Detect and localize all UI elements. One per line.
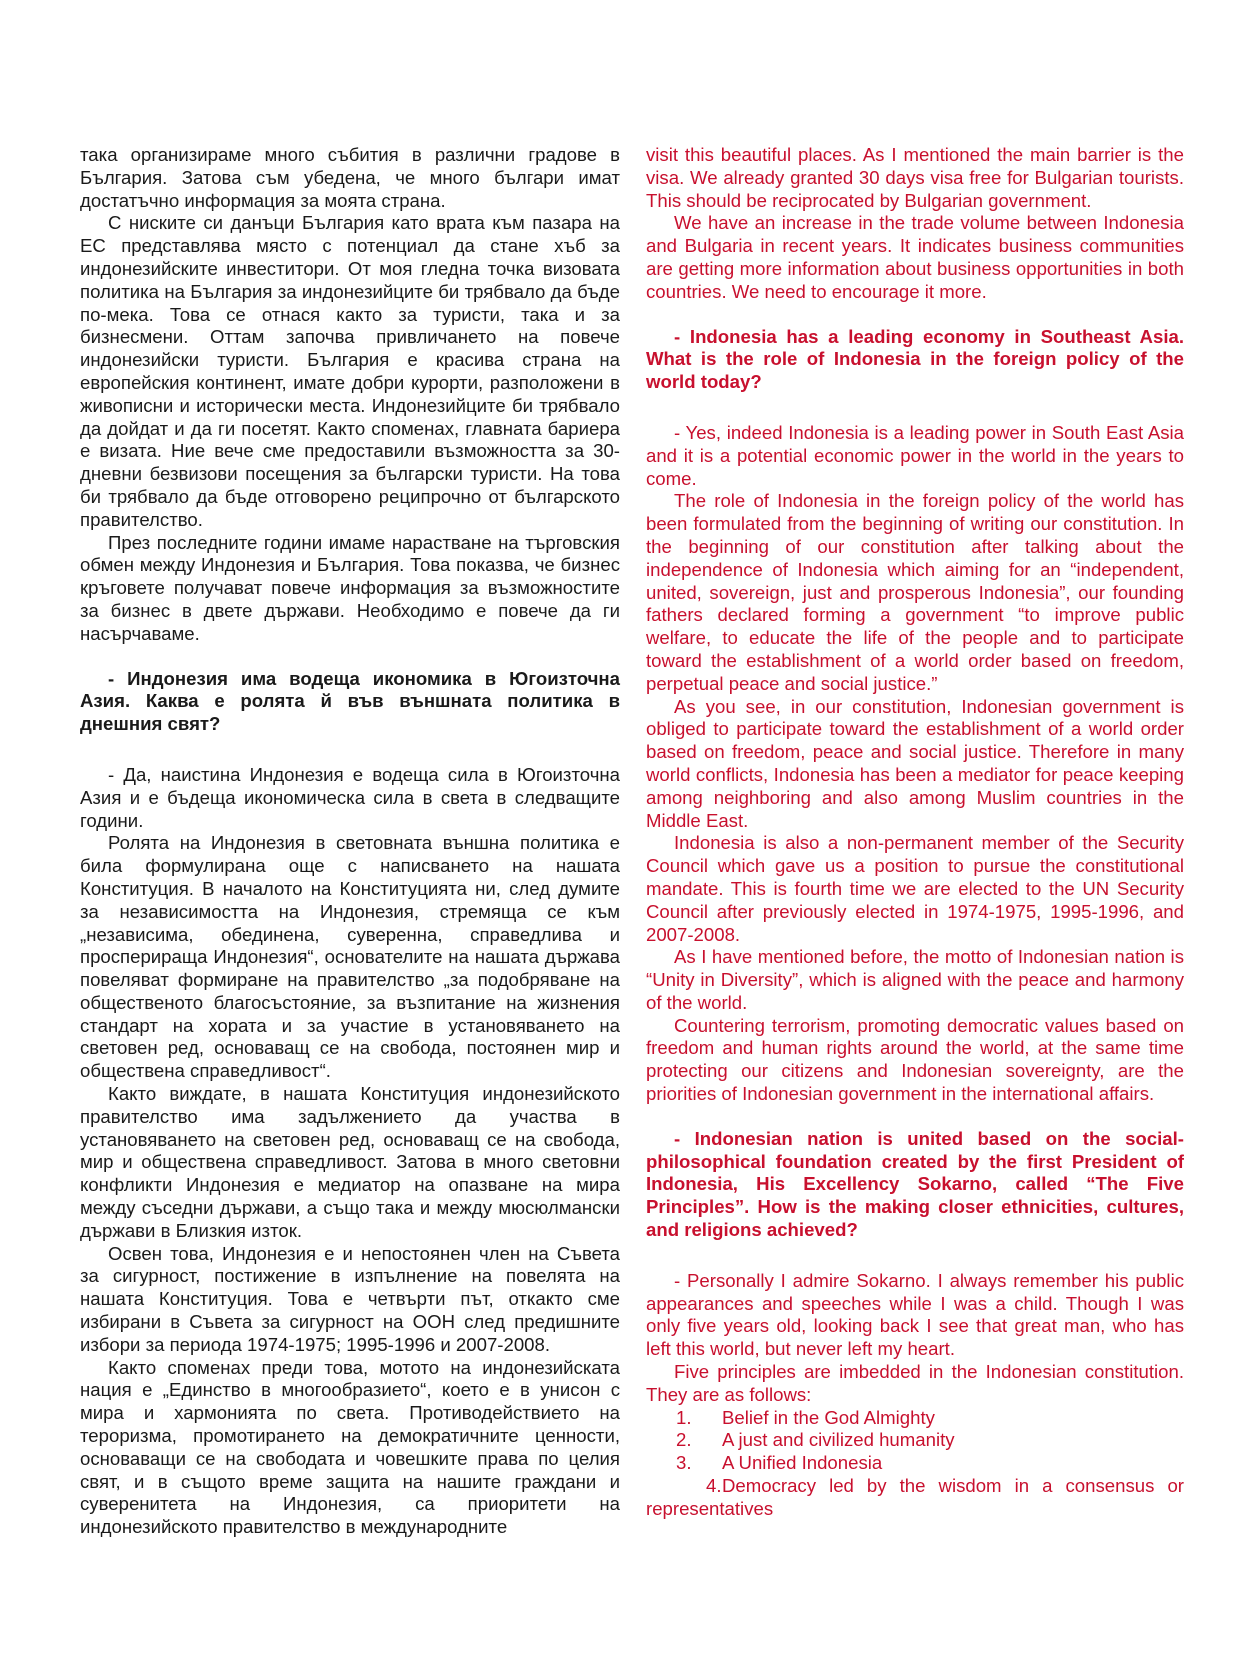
list-text: Belief in the God Almighty [722, 1406, 935, 1428]
interview-question: - Indonesia has a leading economy in Southeast Asia. What is the role of Indonesia in the foreign policy of the world today? [646, 325, 1184, 393]
list-number: 2. [676, 1429, 692, 1451]
english-column [646, 144, 1184, 1521]
answer-paragraph: Five principles are imbedded in the Indonesian constitution. They are as follows: [646, 1361, 1184, 1405]
answer-paragraph: As you see, in our constitution, Indonesian government is obliged to participate toward the establishment of a world order based on freedom, peace and social justice. Therefore in many world conflicts, Indonesia has been a mediator for peace keeping among neighboring and also among Muslim countries in the Middle East. [646, 695, 1184, 831]
paragraph: През последните години имаме нарастване на търговския обмен между Индонезия и България. Това показва, че бизнес кръговете получават повече информация за възможностите за бизнес в двете държави. Необходимо е повече да ги насърчаваме. [80, 531, 620, 644]
answer-paragraph: Indonesia is also a non-permanent member of the Security Council which gave us a position to pursue the constitutional mandate. This is fourth time we are elected to the UN Security Council after previously elected in 1974-1975, 1995-1996, and 2007-2008. [646, 832, 1184, 945]
list-text: Democracy led by the wisdom in a consensus or representatives [646, 1475, 1184, 1519]
list-item [646, 1407, 1184, 1430]
five-principles-list [646, 1407, 1184, 1521]
answer-paragraph: Countering terrorism, promoting democratic values based on freedom and human rights around the world, at the same time protecting our citizens and Indonesian sovereignty, are the priorities of Indonesian government in the international affairs. [646, 1014, 1184, 1105]
answer-paragraph: - Yes, indeed Indonesia is a leading power in South East Asia and it is a potential economic power in the world in the years to come. [646, 421, 1184, 489]
answer-paragraph: Както споменах преди това, мотото на индонезийската нация е „Единство в многообразието“, което е в унисон с мира и хармонията по света. Противодействието на тероризма, промотирането на демократичните ценности, основаващи се на свободата и човешките права по целия свят, и в същото време защита на нашите граждани и суверенитета на Индонезия, са приоритети на индонезийското правителство в международните [80, 1356, 620, 1538]
answer-paragraph: - Personally I admire Sokarno. I always remember his public appearances and speeches while I was a child. Though I was only five years old, looking back I see that great man, who has left this world, but never left my heart. [646, 1269, 1184, 1360]
list-number: 1. [676, 1406, 692, 1428]
answer-paragraph: Както виждате, в нашата Конституция индонезийското правителство има задължението да участва в установяването на световен ред, основаващ се на свобода, мир и обществена справедливост. Затова в много световни конфликти Индонезия е медиатор на опазване на мира между съседни държави, а също така и между мюсюлмански държави в Близкия изток. [80, 1083, 620, 1241]
answer-paragraph: Освен това, Индонезия е и непостоянен член на Съвета за сигурност, постижение в изпълнение на повелята на нашата Конституция. Това е четвърти път, откакто сме избирани в Съвета за сигурност на ООН след предишните избори за периода 1974-1975; 1995-1996 и 2007-2008. [80, 1242, 620, 1355]
paragraph: We have an increase in the trade volume between Indonesia and Bulgaria in recent years. It indicates business communities are getting more information about business opportunities in both countries. We need to encourage it more. [646, 212, 1184, 302]
answer-paragraph: As I have mentioned before, the motto of Indonesian nation is “Unity in Diversity”, which is aligned with the peace and harmony of the world. [646, 946, 1184, 1013]
list-number: 4. [706, 1475, 722, 1497]
answer-paragraph: The role of Indonesia in the foreign policy of the world has been formulated from the beginning of writing our constitution. In the beginning of our constitution after talking about the independence of Indonesia which aiming for an “independent, united, sovereign, just and prosperous Indonesia”, our founding fathers declared forming a government “to improve public welfare, to educate the life of the people and to participate toward the establishment of a world order based on freedom, perpetual peace and social justice.” [646, 490, 1184, 694]
list-number: 3. [676, 1452, 692, 1474]
list-text: A just and civilized humanity [722, 1429, 955, 1451]
list-item [646, 1429, 1184, 1452]
interview-question: - Индонезия има водеща икономика в Югоизточна Азия. Каква е ролята й във външната политика в днешния свят? [80, 667, 620, 735]
bulgarian-column [80, 144, 620, 1539]
paragraph: С ниските си данъци България като врата към пазара на ЕС представлява място с потенциал да стане хъб за индонезийските инвеститори. От моя гледна точка визовата политика на България за индонезийците би трябвало да бъде по-мека. Това се отнася както за туристи, така и за бизнесмени. Оттам започва привличането на повече индонезийски туристи. България е красива страна на европейския континент, имате добри курорти, разположени в живописни и исторически места. Индонезийците би трябвало да дойдат и да ги посетят. Както споменах, главната бариера е визата. Ние вече сме предоставили възможността за 30-дневни безвизови посещения за български туристи. На това би трябвало да бъде отговорено реципрочно от българското правителство. [80, 212, 620, 530]
list-item [646, 1452, 1184, 1475]
list-item [646, 1475, 1184, 1521]
paragraph: така организираме много събития в различни градове в България. Затова съм убедена, че много българи имат достатъчно информация за моята страна. [80, 144, 620, 211]
list-text: A Unified Indonesia [722, 1452, 883, 1474]
answer-paragraph: - Да, наистина Индонезия е водеща сила в Югоизточна Азия и е бъдеща икономическа сила в света в следващите години. [80, 763, 620, 831]
interview-question: - Indonesian nation is united based on the social-philosophical foundation created by the first President of Indonesia, His Excellency Sokarno, called “The Five Principles”. How is the making closer ethnicities, cultures, and religions achieved? [646, 1127, 1184, 1241]
answer-paragraph: Ролята на Индонезия в световната външна политика е била формулирана още с написването на нашата Конституция. В началото на Конституцията ни, след думите за независимостта на Индонезия, стремяща се към „независима, обединена, суверенна, справедлива и просперираща Индонезия“, основателите на нашата държава повеляват формиране на правителство „за подобряване на общественото благосъстояние, за възпитание на жизнения стандарт на хората и за участие в установяването на световен ред, основаващ се на свобода, постоянен мир и обществена справедливост“. [80, 832, 620, 1082]
paragraph: visit this beautiful places. As I mentioned the main barrier is the visa. We already granted 30 days visa free for Bulgarian tourists. This should be reciprocated by Bulgarian government. [646, 144, 1184, 211]
